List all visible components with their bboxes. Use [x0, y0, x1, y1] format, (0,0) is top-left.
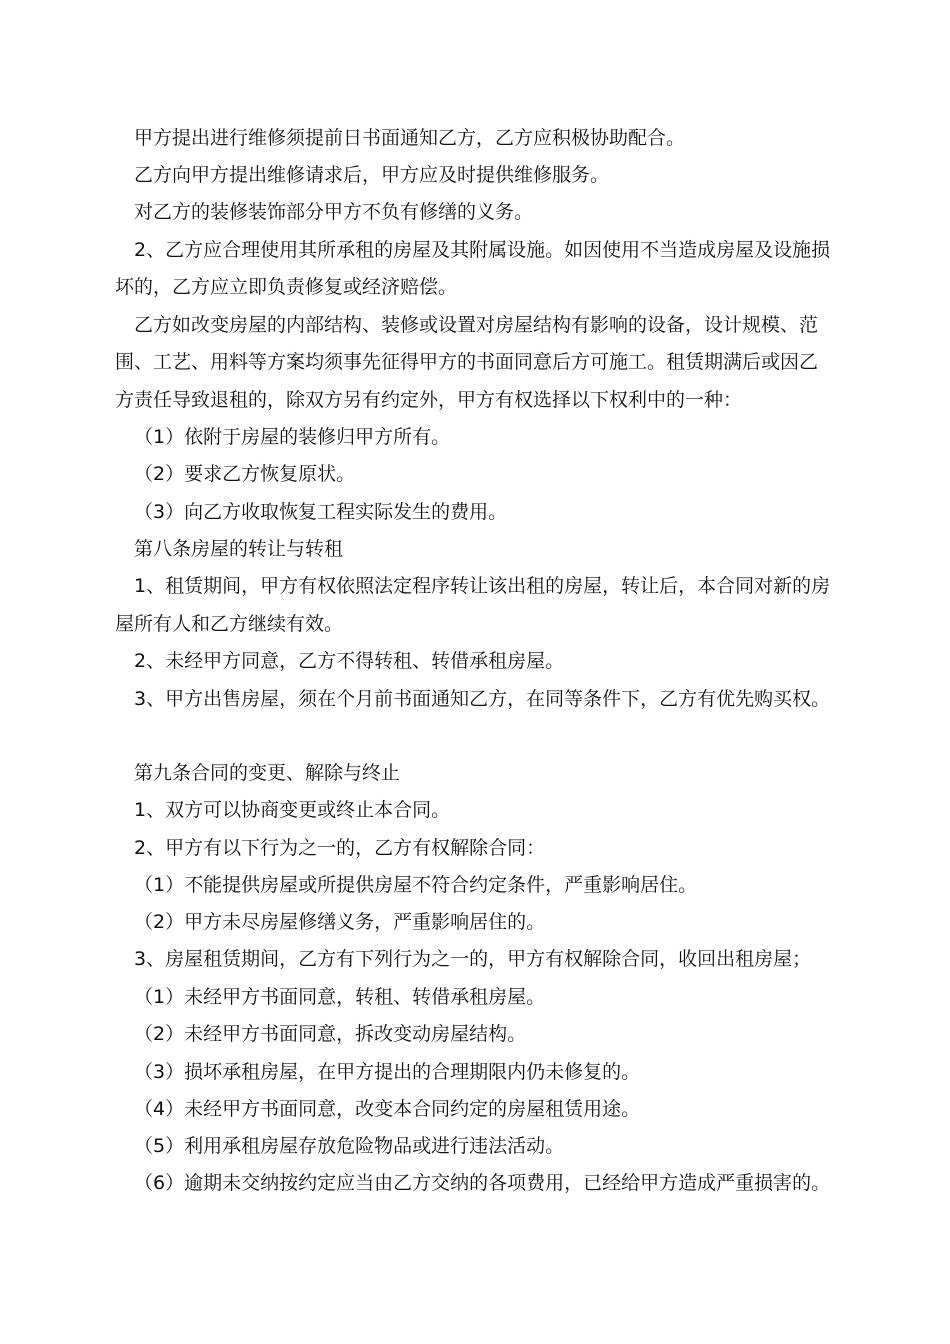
text-line-20: 3、房屋租赁期间，乙方有下列行为之一的，甲方有权解除合同，收回出租房屋； [134, 948, 812, 970]
text-line-3: 对乙方的装修装饰部分甲方不负有修缮的义务。 [134, 201, 534, 223]
text-line-26: （6）逾期未交纳按约定应当由乙方交纳的各项费用，已经给甲方造成严重损害的。 [134, 1172, 831, 1194]
text-line-17: 2、甲方有以下行为之一的，乙方有权解除合同： [134, 837, 546, 859]
text-line-24: （4）未经甲方书面同意，改变本合同约定的房屋租赁用途。 [134, 1098, 641, 1120]
text-line-7: 围、工艺、用料等方案均须事先征得甲方的书面同意后方可施工。租赁期满后或因乙 [115, 351, 819, 373]
text-line-5: 坏的，乙方应立即负责修复或经济赔偿。 [115, 276, 458, 298]
section-heading-9: 第九条合同的变更、解除与终止 [134, 762, 401, 784]
text-line-12: 1、租赁期间，甲方有权依照法定程序转让该出租的房屋，转让后，本合同对新的房 [134, 575, 831, 597]
section-heading-8: 第八条房屋的转让与转租 [134, 538, 344, 560]
text-line-19: （2）甲方未尽房屋修缮义务，严重影响居住的。 [134, 911, 546, 933]
text-line-23: （3）损坏承租房屋，在甲方提出的合理期限内仍未修复的。 [134, 1061, 641, 1083]
text-line-9: （1）依附于房屋的装修归甲方所有。 [134, 426, 451, 448]
text-line-2: 乙方向甲方提出维修请求后，甲方应及时提供维修服务。 [134, 164, 610, 186]
text-line-14: 2、未经甲方同意，乙方不得转租、转借承租房屋。 [134, 650, 565, 672]
text-line-25: （5）利用承租房屋存放危险物品或进行违法活动。 [134, 1135, 565, 1157]
text-line-11: （3）向乙方收取恢复工程实际发生的费用。 [134, 501, 508, 523]
text-line-8: 方责任导致退租的，除双方另有约定外，甲方有权选择以下权利中的一种： [115, 389, 743, 411]
text-line-6: 乙方如改变房屋的内部结构、装修或设置对房屋结构有影响的设备，设计规模、范 [134, 314, 819, 336]
text-line-13: 屋所有人和乙方继续有效。 [115, 613, 344, 635]
text-line-18: （1）不能提供房屋或所提供房屋不符合约定条件，严重影响居住。 [134, 874, 698, 896]
text-line-22: （2）未经甲方书面同意，拆改变动房屋结构。 [134, 1023, 527, 1045]
text-line-21: （1）未经甲方书面同意，转租、转借承租房屋。 [134, 986, 546, 1008]
text-line-10: （2）要求乙方恢复原状。 [134, 463, 356, 485]
text-line-16: 1、双方可以协商变更或终止本合同。 [134, 799, 451, 821]
text-line-4: 2、乙方应合理使用其所承租的房屋及其附属设施。如因使用不当造成房屋及设施损 [134, 239, 831, 261]
text-line-1: 甲方提出进行维修须提前日书面通知乙方，乙方应积极协助配合。 [134, 127, 686, 149]
text-line-15: 3、甲方出售房屋，须在个月前书面通知乙方，在同等条件下，乙方有优先购买权。 [134, 688, 831, 710]
